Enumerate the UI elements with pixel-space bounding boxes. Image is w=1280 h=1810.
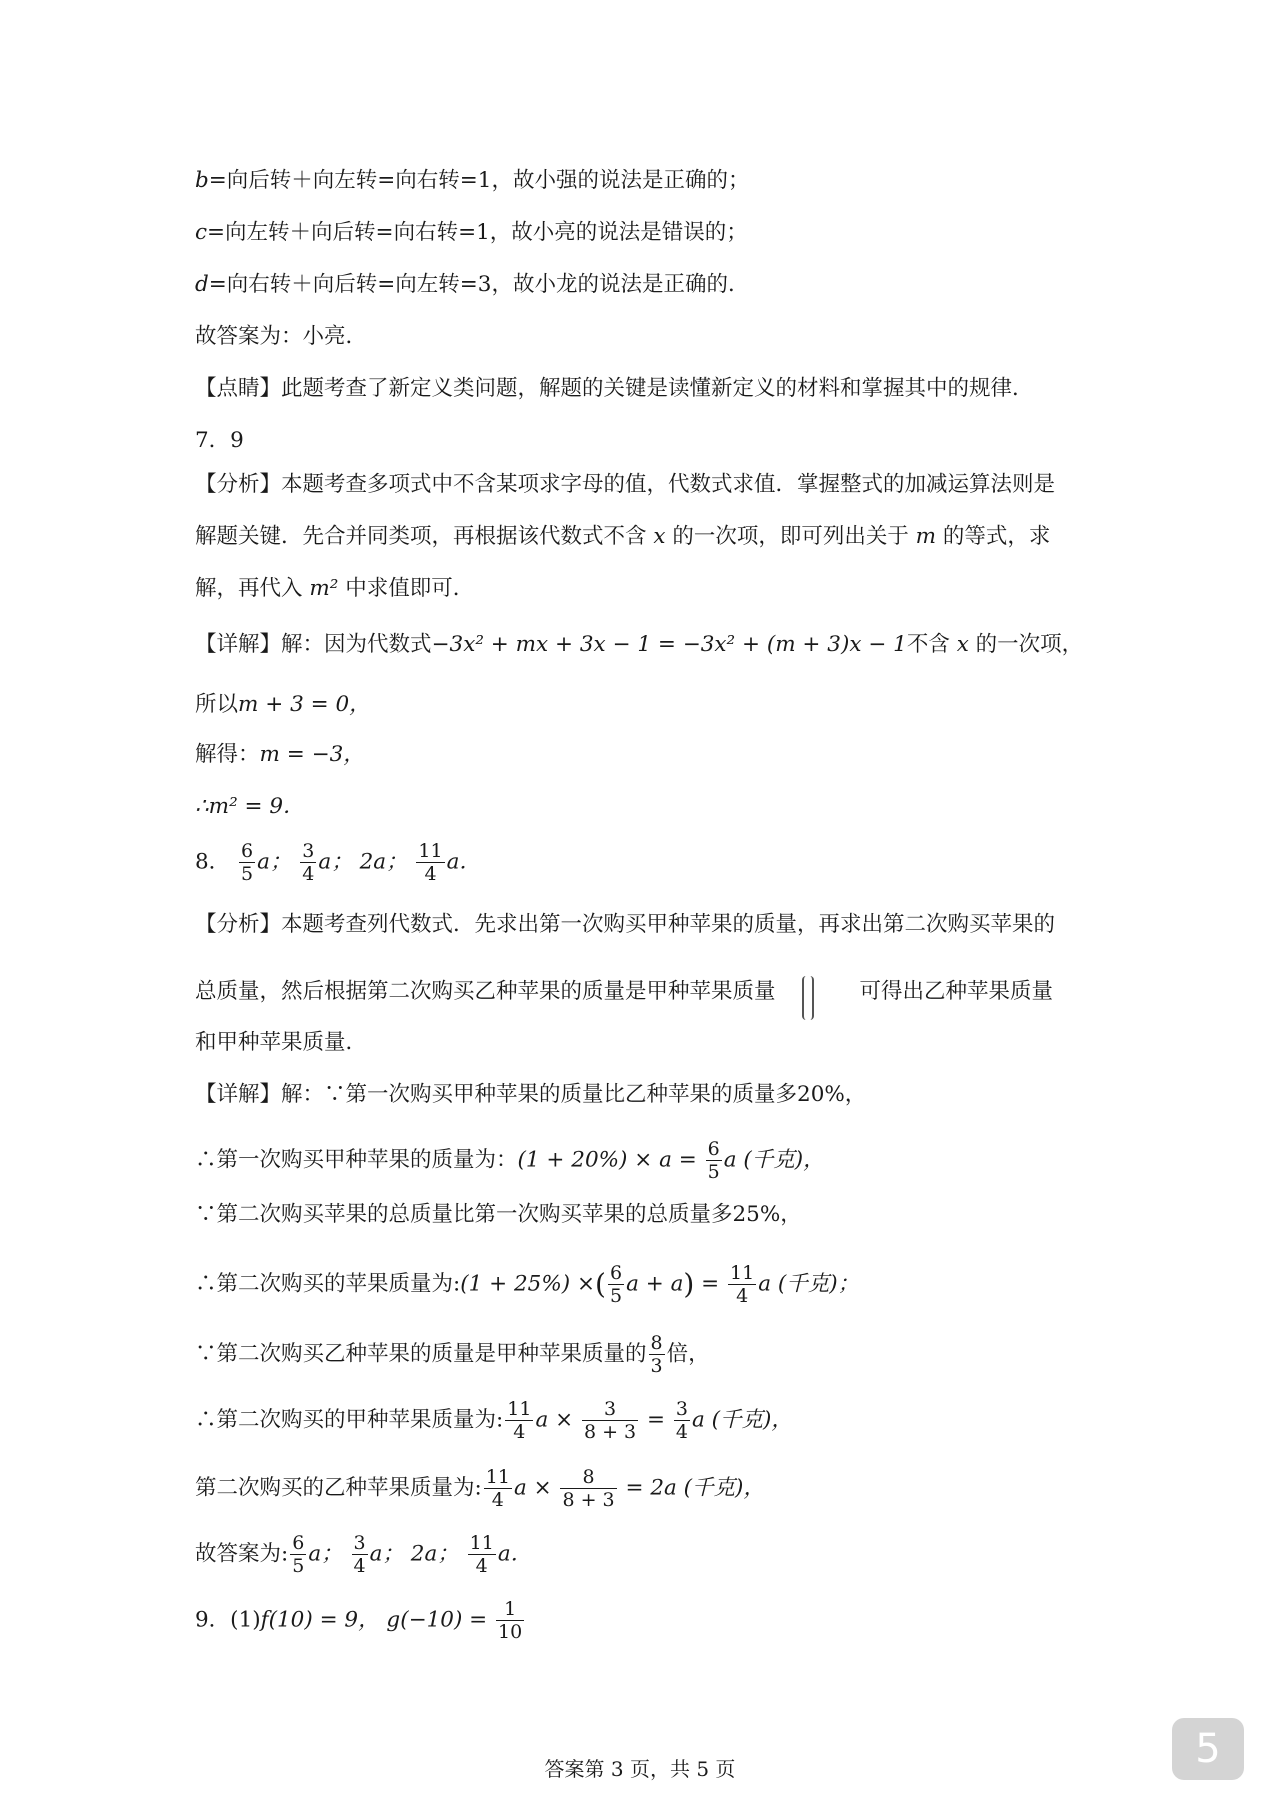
page-number-badge: 5 xyxy=(1172,1718,1244,1780)
fraction: $\frac{6}{5}$ xyxy=(292,1532,305,1577)
question-8-answer: 8． $\frac{6}{5}$ a； $\frac{3}{4}$ a； 2a； $\frac{11}{4}$ a． xyxy=(195,840,481,885)
question-9-answer: 9．(1)f(10) = 9， g(−10) = $\frac{1}{10}$ xyxy=(195,1598,523,1643)
fraction: $\frac{11}{4}$ xyxy=(418,840,443,885)
fraction: $\frac{11}{4}$ xyxy=(730,1262,755,1307)
detail-7-line-1: 【详解】解：因为代数式−3x² + mx + 3x − 1 = −3x² + (m + 3)x − 1不含 x 的一次项， xyxy=(195,632,1084,657)
fraction: $\frac{8}{3}$ xyxy=(650,1332,663,1377)
analysis-8-line-2: 总质量，然后根据第二次购买乙种苹果的质量是甲种苹果质量 可得出乙种苹果质量 xyxy=(195,970,1053,1014)
fraction: $\frac{3}{4}$ xyxy=(353,1532,366,1577)
fraction: $\frac{1}{10}$ xyxy=(498,1598,523,1643)
fraction: $\frac{6}{5}$ xyxy=(707,1138,720,1183)
analysis-8-line-3: 和甲种苹果质量． xyxy=(195,1030,368,1055)
detail-8-line-6: ∴第二次购买的甲种苹果质量为: $\frac{11}{4}$ a × $\frac{3}{8 + 3}$ = $\frac{3}{4}$ a (千克)， xyxy=(195,1398,793,1443)
detail-8-line-8: 故答案为: $\frac{6}{5}$ a； $\frac{3}{4}$ a； 2a； $\frac{11}{4}$ a． xyxy=(195,1532,533,1577)
detail-8-line-2: ∴第一次购买甲种苹果的质量为：(1 + 20%) × a = $\frac{6}{5}$ a (千克)， xyxy=(195,1138,825,1183)
fraction: $\frac{6}{5}$ xyxy=(609,1262,623,1307)
line-b: b=向后转＋向左转=向右转=1，故小强的说法是正确的； xyxy=(195,168,750,193)
line-c: c=向左转＋向后转=向右转=1，故小亮的说法是错误的； xyxy=(195,220,748,245)
detail-8-line-5: ∵第二次购买乙种苹果的质量是甲种苹果质量的 $\frac{8}{3}$ 倍， xyxy=(195,1332,710,1377)
comment-line-6: 【点睛】此题考查了新定义类问题，解题的关键是读懂新定义的材料和掌握其中的规律． xyxy=(195,376,1034,401)
detail-8-line-4: ∴第二次购买的苹果质量为:(1 + 25%) ×( $\frac{6}{5}$ a + a) = $\frac{11}{4}$ a (千克)； xyxy=(195,1262,860,1307)
analysis-7-line-3: 解，再代入 m² 中求值即可． xyxy=(195,576,475,601)
fraction: $\frac{3}{4}$ xyxy=(302,840,315,885)
detail-8-line-3: ∵第二次购买苹果的总质量比第一次购买苹果的总质量多25%， xyxy=(195,1202,802,1227)
answer-line-6: 故答案为：小亮． xyxy=(195,324,368,349)
detail-8-line-7: 第二次购买的乙种苹果质量为: $\frac{11}{4}$ a × $\frac{8}{8 + 3}$ = 2a (千克)， xyxy=(195,1466,765,1511)
fraction: $\frac{3}{4}$ xyxy=(675,1398,688,1443)
fraction: $\frac{3}{8 + 3}$ xyxy=(583,1398,637,1443)
analysis-7-line-2: 解题关键．先合并同类项，再根据该代数式不含 x 的一次项，即可列出关于 m 的等式，求 xyxy=(195,524,1051,549)
detail-7-line-4: ∴m² = 9． xyxy=(195,794,305,819)
analysis-7-line-1: 【分析】本题考查多项式中不含某项求字母的值，代数式求值．掌握整式的加减运算法则是 xyxy=(195,472,1056,497)
fraction: $\frac{11}{4}$ xyxy=(469,1532,494,1577)
detail-7-line-2: 所以m + 3 = 0， xyxy=(195,692,371,717)
detail-7-line-3: 解得：m = −3， xyxy=(195,742,365,767)
question-7-answer: 7．9 xyxy=(195,428,244,453)
line-d: d=向右转＋向后转=向左转=3，故小龙的说法是正确的． xyxy=(195,272,750,297)
detail-8-line-1: 【详解】解：∵第一次购买甲种苹果的质量比乙种苹果的质量多20%， xyxy=(195,1082,867,1107)
fraction: $\frac{6}{5}$ xyxy=(241,840,254,885)
page-footer: 答案第 3 页，共 5 页 xyxy=(544,1757,736,1781)
fraction: $\frac{11}{4}$ xyxy=(507,1398,532,1443)
analysis-8-line-1: 【分析】本题考查列代数式．先求出第一次购买甲种苹果的质量，再求出第二次购买苹果的 xyxy=(195,912,1056,937)
fraction: $\frac{8}{8 + 3}$ xyxy=(562,1466,615,1511)
broken-fraction-glyph xyxy=(802,976,814,1020)
fraction: $\frac{11}{4}$ xyxy=(485,1466,510,1511)
